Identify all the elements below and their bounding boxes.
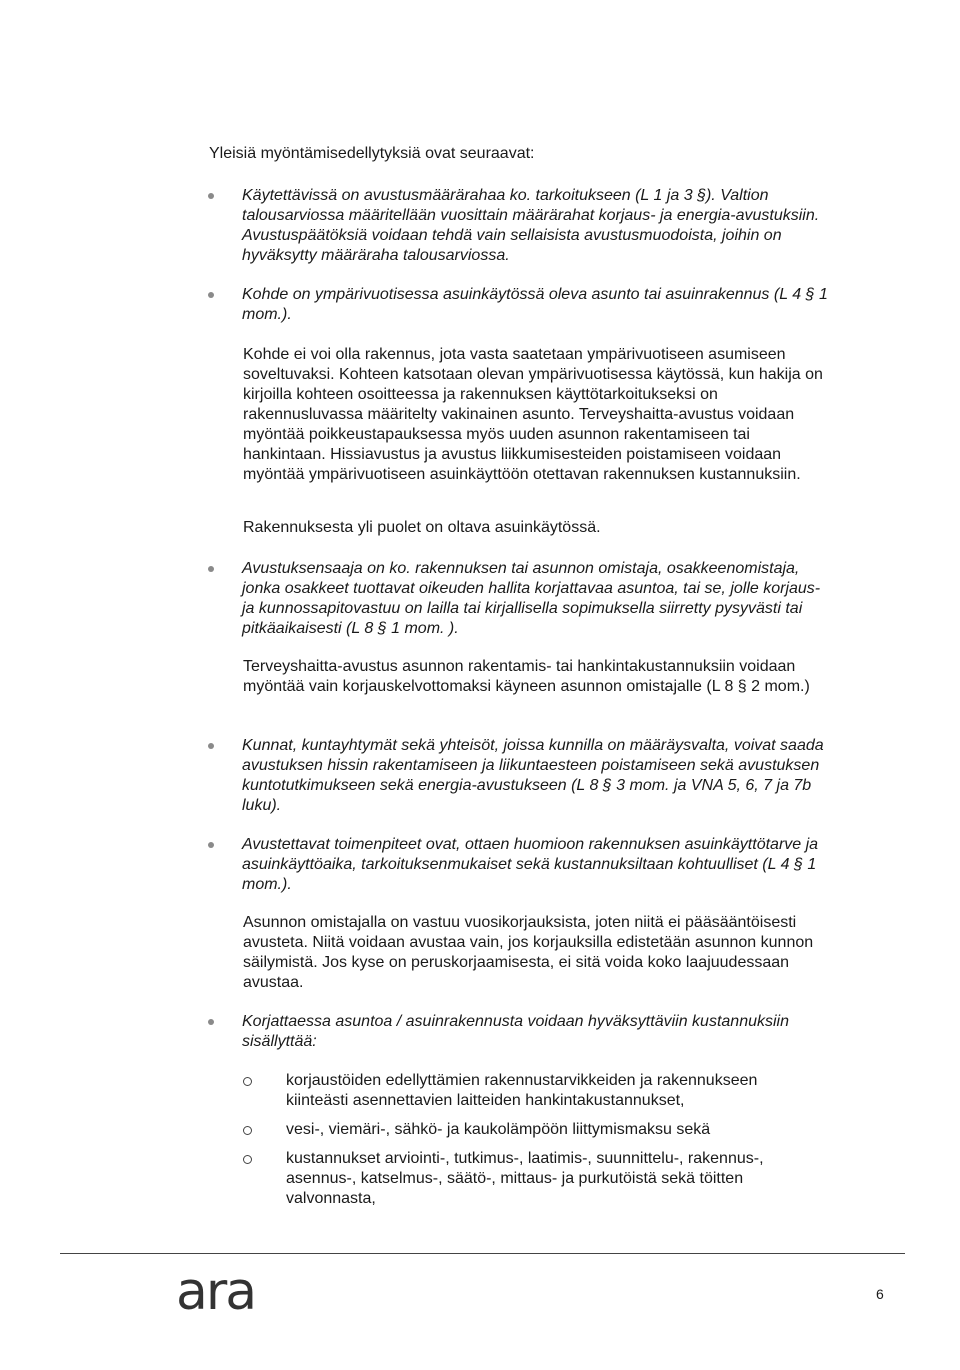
list-item (208, 285, 828, 325)
bullet-icon (208, 743, 214, 749)
bullet-icon (208, 842, 214, 848)
sub-list-item (243, 1071, 803, 1111)
list-item (208, 1012, 828, 1052)
page-number: 6 (876, 1286, 884, 1302)
circle-bullet-icon (243, 1077, 252, 1086)
bullet-icon (208, 292, 214, 298)
sub-list-item (243, 1149, 803, 1209)
list-item (208, 186, 828, 266)
item-paragraph: Asunnon omistajalla on vastuu vuosikorjauksista, joten niitä ei pääsääntöisesti avusteta. Niitä voidaan avustaa vain, jos korjauksilla edistetään asunnon kunnon säilymistä. Jos kyse on peruskorjaamisesta, ei sitä voida koko laajuudessaan avustaa. (243, 914, 814, 991)
bullet-icon (208, 1019, 214, 1025)
bullet-icon (208, 193, 214, 199)
item-italic-text: Käytettävissä on avustusmäärärahaa ko. tarkoitukseen (L 1 ja 3 §). Valtion talousarviossa määritellään vuosittain määrärahat korjaus- ja energia-avustuksiin. Avustuspäätöksiä voidaan tehdä vain sellaisista avustusmuodoista, joihin on hyväksytty määräraha talousarviossa. (242, 187, 820, 264)
item-paragraph: Kohde ei voi olla rakennus, jota vasta saatetaan ympärivuotiseen asumiseen soveltuvaksi. Kohteen katsotaan olevan ympärivuotisessa käytössä, kun hakija on kirjoilla kohteen osoitteessa ja rakennuksen käyttötarkoitukseksi on rakennusluvassa määritelty vakinainen asunto. Terveyshaitta-avustus voidaan myöntää poikkeustapauksessa myös uuden asunnon rakentamiseen tai hankintaan. Hissiavustus ja avustus liikkumisesteiden poistamiseen voidaan myöntää ympärivuotiseen asuinkäyttöön otettavan rakennuksen kustannuksiin. (243, 346, 823, 483)
item-paragraph: Rakennuksesta yli puolet on oltava asuinkäytössä. (243, 519, 601, 536)
footer-divider (60, 1253, 905, 1254)
item-italic-text: Avustettavat toimenpiteet ovat, ottaen huomioon rakennuksen asuinkäyttötarve ja asuinkäyttöaika, tarkoituksenmukaiset sekä kustannuksiltaan kohtuulliset (L 4 § 1 mom.). (242, 836, 819, 893)
bullet-icon (208, 566, 214, 572)
item-paragraph: Terveyshaitta-avustus asunnon rakentamis- tai hankintakustannuksiin voidaan myöntää vain korjauskelvottomaksi käyneen asunnon omistajalle (L 8 § 2 mom.) (243, 658, 810, 695)
sub-list-item (243, 1120, 803, 1140)
item-italic-text: Kunnat, kuntayhtymät sekä yhteisöt, joissa kunnilla on määräysvalta, voivat saada avustuksen hissin rakentamiseen ja liikuntaesteen poistamiseen sekä avustuksen kuntotutkimukseen sekä energia-avustukseen (L 8 § 3 mom. ja VNA 5, 6, 7 ja 7b luku). (242, 737, 824, 814)
circle-bullet-icon (243, 1155, 252, 1164)
ara-logo: ara (176, 1262, 256, 1322)
item-italic-text: Korjattaessa asuntoa / asuinrakennusta voidaan hyväksyttäviin kustannuksiin sisällyttää: (242, 1013, 789, 1050)
circle-bullet-icon (243, 1126, 252, 1135)
list-item (208, 559, 828, 639)
list-item (208, 736, 828, 816)
list-item (208, 835, 828, 895)
sub-item-text: korjaustöiden edellyttämien rakennustarvikkeiden ja rakennukseen kiinteästi asennettavien laitteiden hankintakustannukset, (286, 1072, 758, 1109)
sub-item-text: vesi-, viemäri-, sähkö- ja kaukolämpöön liittymismaksu sekä (286, 1121, 711, 1138)
sub-item-text: kustannukset arviointi-, tutkimus-, laatimis-, suunnittelu-, rakennus-, asennus-, katselmus-, säätö-, mittaus- ja purkutöistä sekä töitten valvonnasta, (286, 1150, 764, 1207)
item-italic-text: Kohde on ympärivuotisessa asuinkäytössä oleva asunto tai asuinrakennus (L 4 § 1 mom.). (242, 286, 828, 323)
item-italic-text: Avustuksensaaja on ko. rakennuksen tai asunnon omistaja, osakkeenomistaja, jonka osakkeet tuottavat oikeuden hallita korjattavaa asuntoa, tai se, jolle korjaus- ja kunnossapitovastuu on lailla tai kirjallisella sopimuksella siirretty pysyvästi tai pitkäaikaisesti (L 8 § 1 mom. ). (242, 560, 821, 637)
intro-text: Yleisiä myöntämisedellytyksiä ovat seuraavat: (209, 145, 535, 162)
